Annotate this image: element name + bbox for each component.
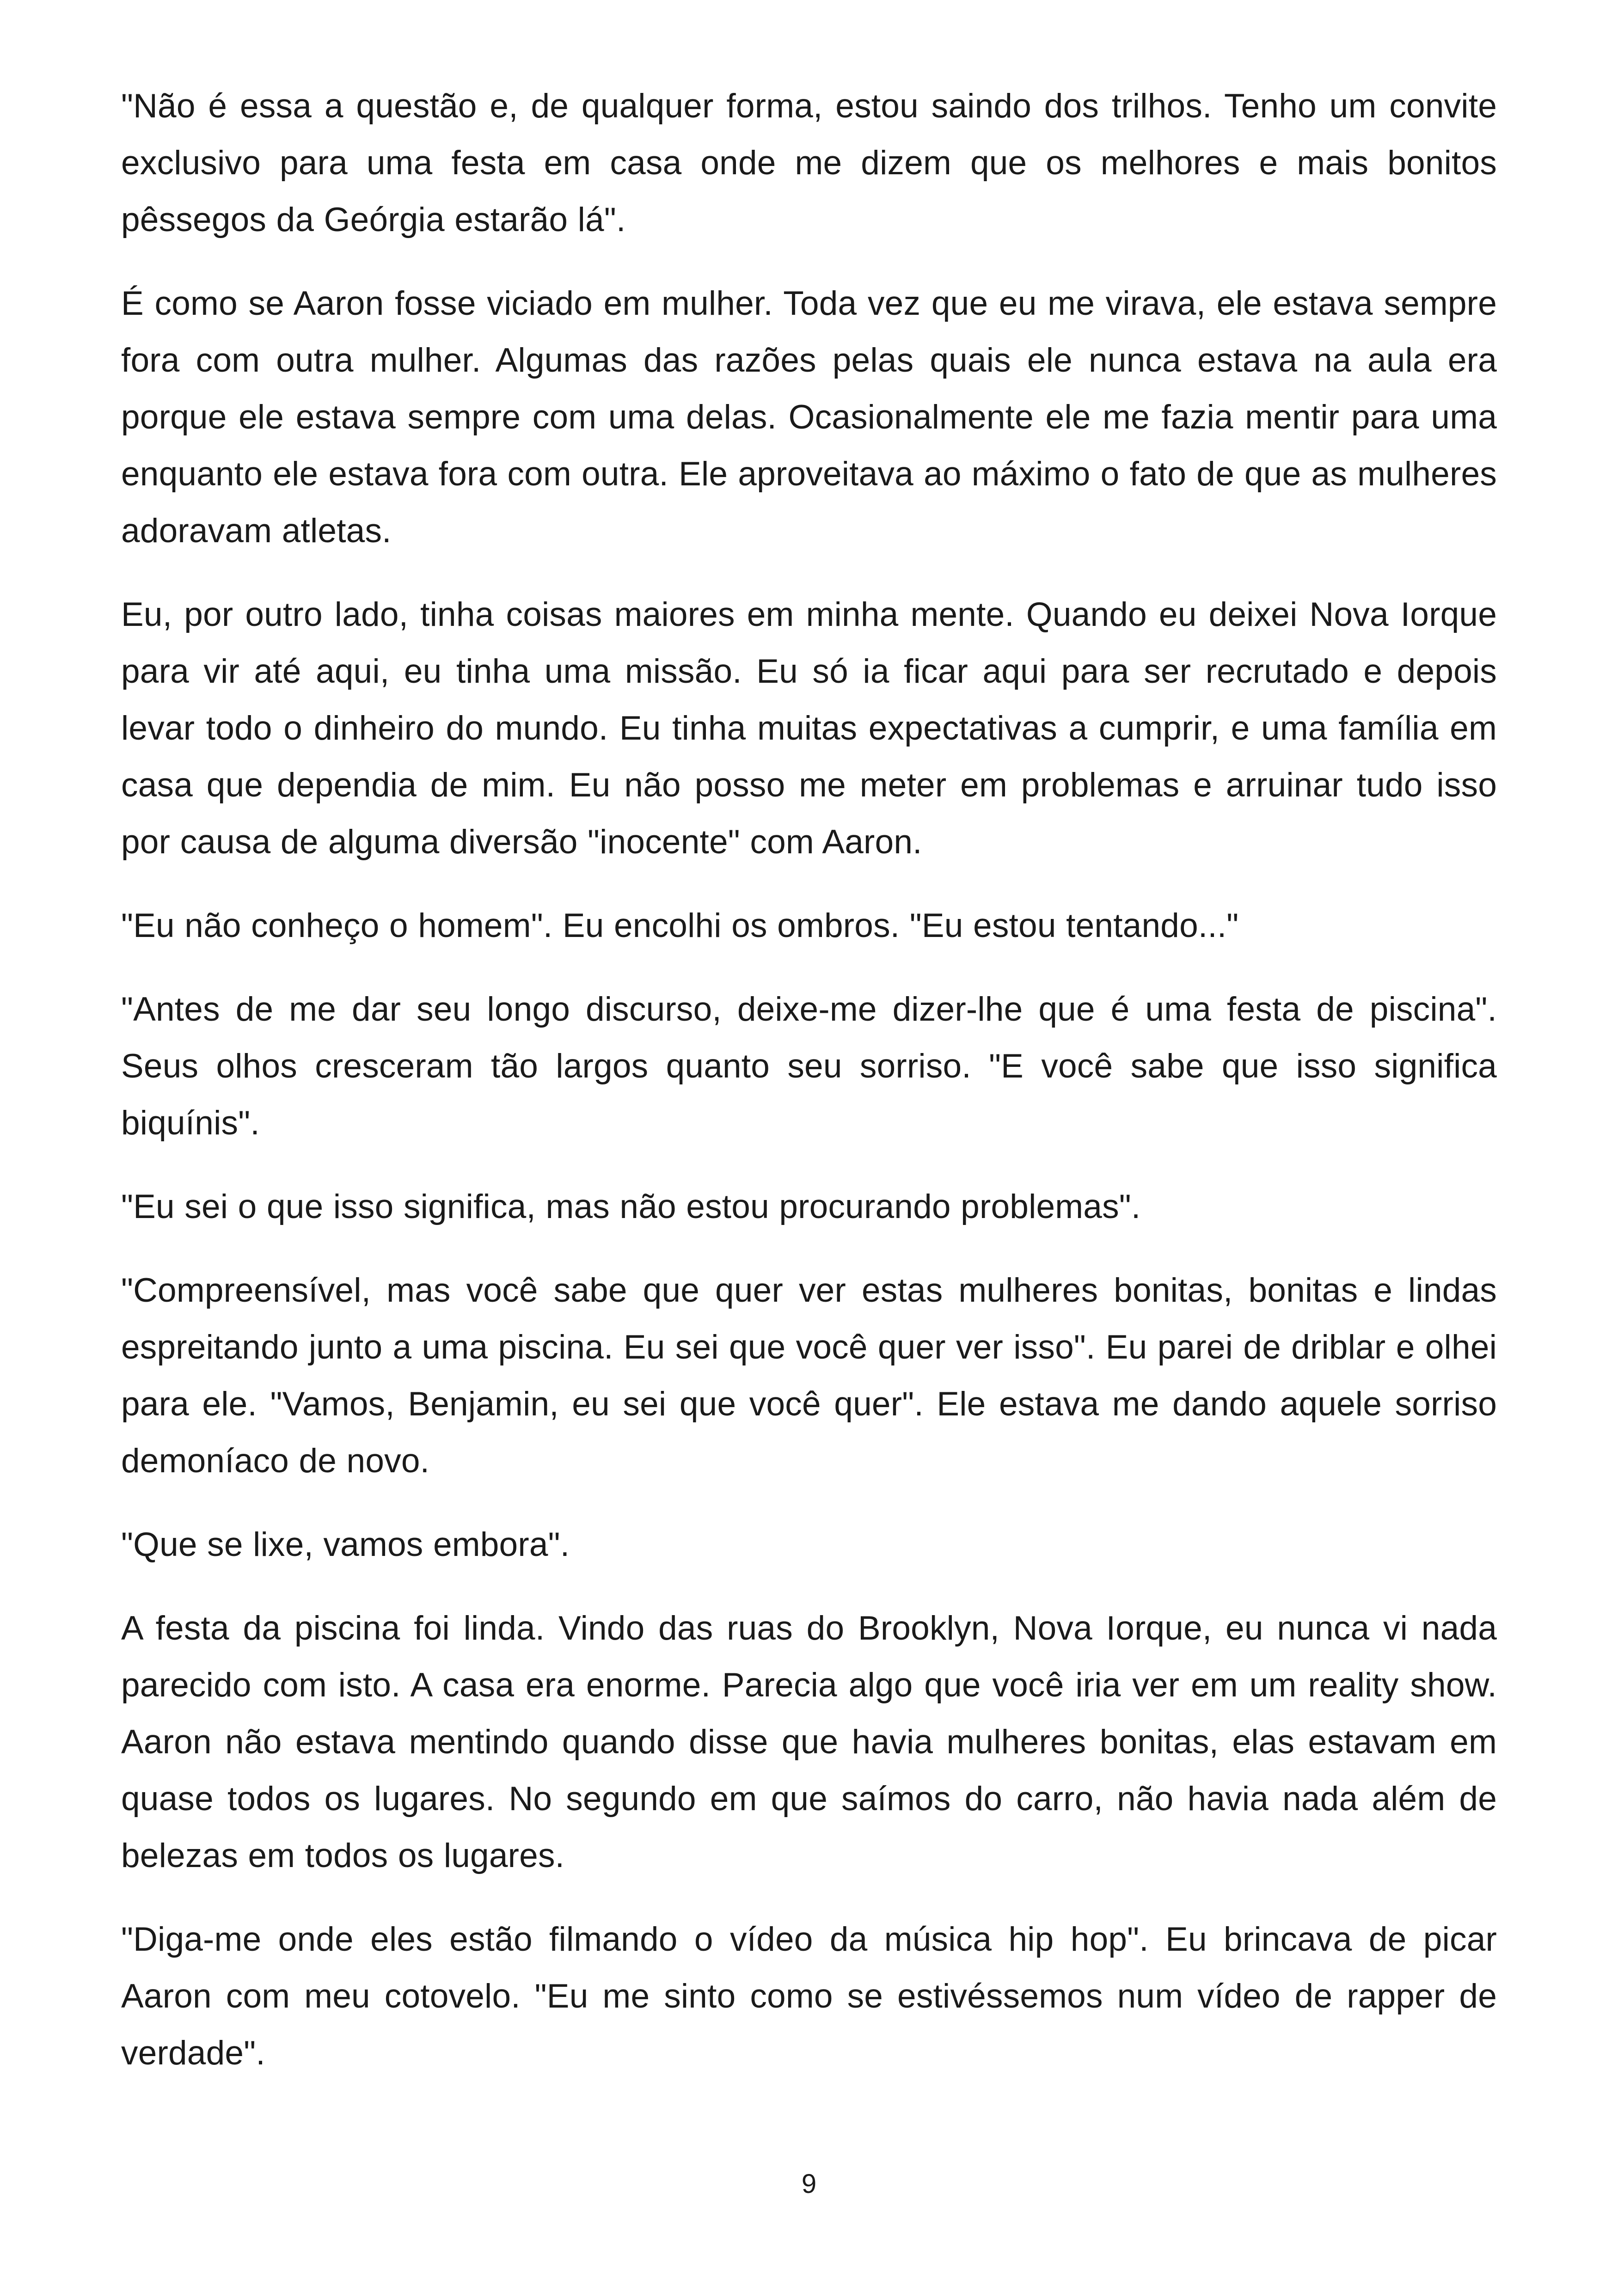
paragraph-6: "Eu sei o que isso significa, mas não estou procurando problemas". — [121, 1188, 1141, 1225]
paragraph-5: "Antes de me dar seu longo discurso, deixe-me dizer-lhe que é uma festa de piscina". Seus olhos cresceram tão largos quanto seu sorriso. "E você sabe que isso significa biquínis". — [121, 991, 1497, 1142]
paragraph-4: "Eu não conheço o homem". Eu encolhi os ombros. "Eu estou tentando..." — [121, 907, 1239, 944]
page-number: 9 — [801, 2169, 817, 2199]
paragraph-2: É como se Aaron fosse viciado em mulher. Toda vez que eu me virava, ele estava sempre fora com outra mulher. Algumas das razões pelas quais ele nunca estava na aula era porque ele estava sempre com uma delas. Ocasionalmente ele me fazia mentir para uma enquanto ele estava fora com outra. Ele aproveitava ao máximo o fato de que as mulheres adoravam atletas. — [121, 285, 1497, 550]
paragraph-9: A festa da piscina foi linda. Vindo das ruas do Brooklyn, Nova Iorque, eu nunca vi nada parecido com isto. A casa era enorme. Parecia algo que você iria ver em um reality show. Aaron não estava mentindo quando disse que havia mulheres bonitas, elas estavam em quase todos os lugares. No segundo em que saímos do carro, não havia nada além de belezas em todos os lugares. — [121, 1610, 1497, 1874]
paragraph-3: Eu, por outro lado, tinha coisas maiores em minha mente. Quando eu deixei Nova Iorque para vir até aqui, eu tinha uma missão. Eu só ia ficar aqui para ser recrutado e depois levar todo o dinheiro do mundo. Eu tinha muitas expectativas a cumprir, e uma família em casa que dependia de mim. Eu não posso me meter em problemas e arruinar tudo isso por causa de alguma diversão "inocente" com Aaron. — [121, 596, 1497, 861]
paragraph-10: "Diga-me onde eles estão filmando o vídeo da música hip hop". Eu brincava de picar Aaron com meu cotovelo. "Eu me sinto como se estivéssemos num vídeo de rapper de verdade". — [121, 1921, 1497, 2072]
paragraph-1: "Não é essa a questão e, de qualquer forma, estou saindo dos trilhos. Tenho um convite exclusivo para uma festa em casa onde me dizem que os melhores e mais bonitos pêssegos da Geórgia estarão lá". — [121, 87, 1497, 239]
paragraph-8: "Que se lixe, vamos embora". — [121, 1526, 570, 1563]
page-body — [121, 78, 1497, 2108]
paragraph-7: "Compreensível, mas você sabe que quer ver estas mulheres bonitas, bonitas e lindas espreitando junto a uma piscina. Eu sei que você quer ver isso". Eu parei de driblar e olhei para ele. "Vamos, Benjamin, eu sei que você quer". Ele estava me dando aquele sorriso demoníaco de novo. — [121, 1272, 1497, 1480]
